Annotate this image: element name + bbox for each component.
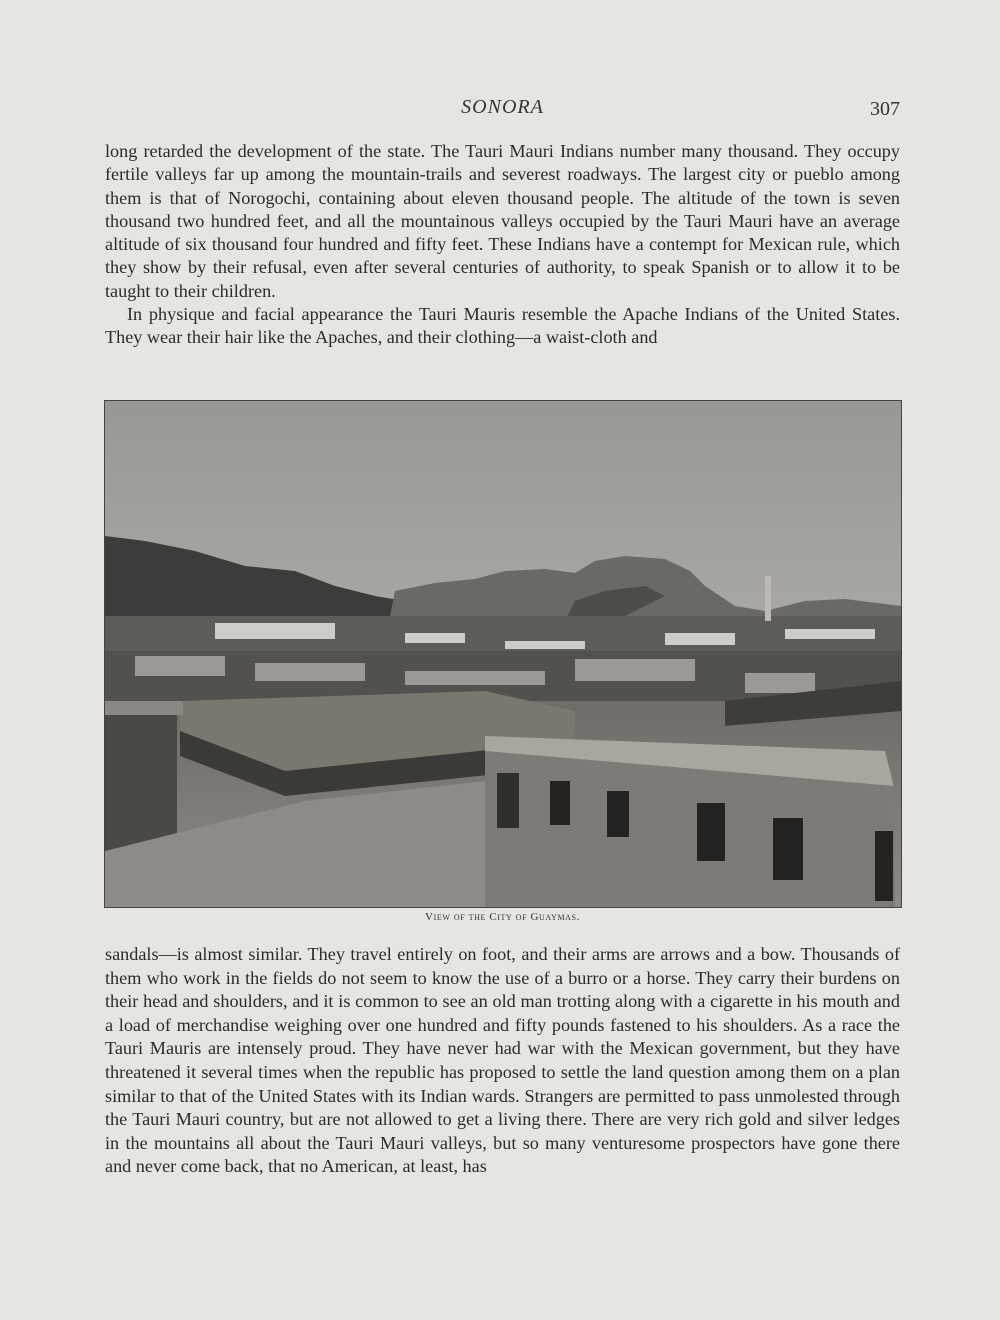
running-title: SONORA — [461, 96, 544, 118]
city-view-photograph — [105, 401, 901, 907]
paragraph: In physique and facial appearance the Tauri Mauris resemble the Apache Indians of the United States. They wear their hair like the Apaches, and their clothing—a waist-cloth and — [105, 304, 900, 348]
text-block-top — [105, 140, 900, 350]
paragraph: long retarded the development of the state. The Tauri Mauri Indians number many thousand. They occupy fertile valleys far up among the mountain-trails and severest roadways. The largest city or pueblo among them is that of Norogochi, containing about eleven thousand people. The altitude of the town is seven thousand two hundred feet, and all the mountainous valleys occupied by the Tauri Mauri have an average altitude of six thousand four hundred and fifty feet. These Indians have a contempt for Mexican rule, which they show by their refusal, even after several centuries of authority, to speak Spanish or to allow it to be taught to their children. — [105, 141, 900, 301]
text-block-bottom — [105, 943, 900, 1179]
photo-plate — [104, 400, 902, 908]
running-head — [105, 96, 900, 126]
figure-caption: View of the City of Guaymas. — [425, 911, 580, 923]
page-number: 307 — [870, 98, 900, 120]
paragraph: sandals—is almost similar. They travel entirely on foot, and their arms are arrows and a bow. Thousands of them who work in the fields do not seem to know the use of a burro or a horse. They carry their burdens on their head and shoulders, and it is common to see an old man trotting along with a cigarette in his mouth and a load of merchandise weighing over one hundred and fifty pounds fastened to his shoulders. As a race the Tauri Mauris are intensely proud. They have never had war with the Mexican government, but they have threatened it several times when the republic has proposed to settle the land question among them on a plan similar to that of the United States with its Indian wards. Strangers are permitted to pass unmolested through the Tauri Mauri country, but are not allowed to get a living there. There are very rich gold and silver ledges in the mountains all about the Tauri Mauri valleys, but so many venturesome prospectors have gone there and never come back, that no American, at least, has — [105, 944, 900, 1177]
